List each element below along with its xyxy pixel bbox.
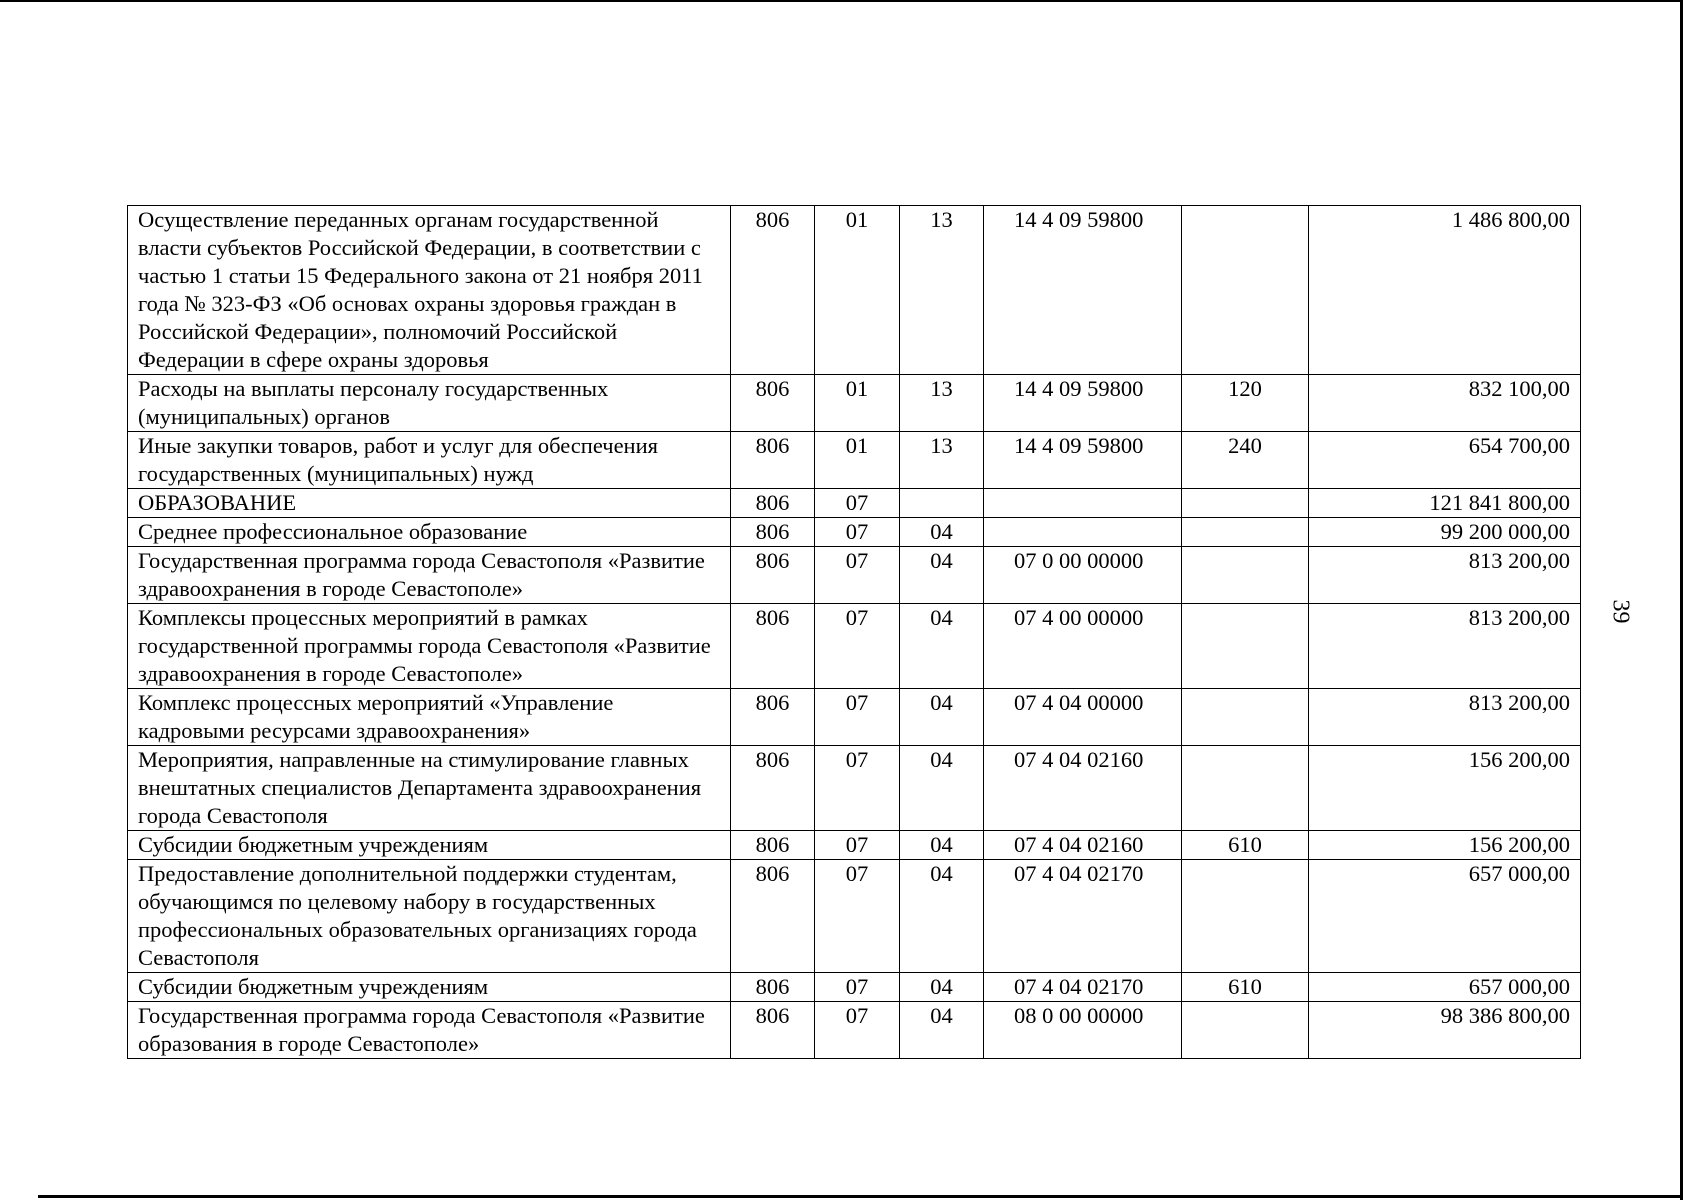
- page-number: 39: [1607, 599, 1634, 624]
- row-ved: 806: [731, 604, 815, 689]
- row-name: ОБРАЗОВАНИЕ: [128, 489, 731, 518]
- row-ved: 806: [731, 375, 815, 432]
- page-border-top: [0, 0, 1683, 2]
- row-vr: 610: [1182, 973, 1309, 1002]
- table-row: [128, 375, 1581, 432]
- table-row: [128, 689, 1581, 746]
- row-sum: 813 200,00: [1309, 689, 1581, 746]
- table-row: [128, 547, 1581, 604]
- row-vr: [1182, 1002, 1309, 1059]
- row-sum: 657 000,00: [1309, 860, 1581, 973]
- row-sum: 813 200,00: [1309, 604, 1581, 689]
- budget-table-body: [128, 206, 1581, 1059]
- row-ved: 806: [731, 860, 815, 973]
- row-ved: 806: [731, 1002, 815, 1059]
- row-name: Государственная программа города Севастополя «Развитие здравоохранения в городе Севастополе»: [128, 547, 731, 604]
- row-name: Иные закупки товаров, работ и услуг для обеспечения государственных (муниципальных) нужд: [128, 432, 731, 489]
- row-name: Субсидии бюджетным учреждениям: [128, 831, 731, 860]
- budget-table: [127, 205, 1581, 1059]
- row-sum: 121 841 800,00: [1309, 489, 1581, 518]
- row-ved: 806: [731, 518, 815, 547]
- row-name: Расходы на выплаты персоналу государственных (муниципальных) органов: [128, 375, 731, 432]
- row-sum: 98 386 800,00: [1309, 1002, 1581, 1059]
- row-pr: 04: [900, 604, 984, 689]
- row-rz: 01: [815, 206, 900, 375]
- row-rz: 07: [815, 746, 900, 831]
- row-sum: 654 700,00: [1309, 432, 1581, 489]
- row-pr: 04: [900, 689, 984, 746]
- row-csr: 14 4 09 59800: [984, 375, 1182, 432]
- row-sum: 657 000,00: [1309, 973, 1581, 1002]
- row-ved: 806: [731, 831, 815, 860]
- row-csr: 07 4 04 00000: [984, 689, 1182, 746]
- table-row: [128, 604, 1581, 689]
- row-pr: 13: [900, 206, 984, 375]
- row-ved: 806: [731, 973, 815, 1002]
- row-pr: 04: [900, 746, 984, 831]
- row-vr: 120: [1182, 375, 1309, 432]
- row-csr: 07 4 00 00000: [984, 604, 1182, 689]
- row-name: Комплексы процессных мероприятий в рамках государственной программы города Севастополя «Развитие здравоохранения в городе Севастополе»: [128, 604, 731, 689]
- row-vr: 610: [1182, 831, 1309, 860]
- row-sum: 99 200 000,00: [1309, 518, 1581, 547]
- row-sum: 1 486 800,00: [1309, 206, 1581, 375]
- row-vr: [1182, 860, 1309, 973]
- row-vr: [1182, 746, 1309, 831]
- row-rz: 07: [815, 604, 900, 689]
- row-name: Предоставление дополнительной поддержки студентам, обучающимся по целевому набору в государственных профессиональных образовательных организациях города Севастополя: [128, 860, 731, 973]
- row-pr: [900, 489, 984, 518]
- row-rz: 07: [815, 831, 900, 860]
- row-pr: 13: [900, 432, 984, 489]
- table-row: [128, 206, 1581, 375]
- row-csr: 07 4 04 02160: [984, 831, 1182, 860]
- table-row: [128, 1002, 1581, 1059]
- table-row: [128, 746, 1581, 831]
- row-name: Комплекс процессных мероприятий «Управление кадровыми ресурсами здравоохранения»: [128, 689, 731, 746]
- row-name: Осуществление переданных органам государственной власти субъектов Российской Федерации, в соответствии с частью 1 статьи 15 Федерального закона от 21 ноября 2011 года № 323-ФЗ «Об основах охраны здоровья граждан в Российской Федерации», полномочий Российской Федерации в сфере охраны здоровья: [128, 206, 731, 375]
- row-ved: 806: [731, 547, 815, 604]
- row-csr: [984, 518, 1182, 547]
- row-sum: 156 200,00: [1309, 831, 1581, 860]
- row-vr: [1182, 518, 1309, 547]
- row-name: Государственная программа города Севастополя «Развитие образования в городе Севастополе»: [128, 1002, 731, 1059]
- row-csr: 14 4 09 59800: [984, 206, 1182, 375]
- row-vr: [1182, 206, 1309, 375]
- row-pr: 04: [900, 973, 984, 1002]
- row-rz: 01: [815, 375, 900, 432]
- row-sum: 832 100,00: [1309, 375, 1581, 432]
- table-row: [128, 432, 1581, 489]
- row-rz: 01: [815, 432, 900, 489]
- row-csr: 14 4 09 59800: [984, 432, 1182, 489]
- row-vr: [1182, 604, 1309, 689]
- row-sum: 813 200,00: [1309, 547, 1581, 604]
- row-csr: 07 0 00 00000: [984, 547, 1182, 604]
- table-row: [128, 489, 1581, 518]
- row-rz: 07: [815, 489, 900, 518]
- table-row: [128, 831, 1581, 860]
- row-vr: [1182, 689, 1309, 746]
- row-pr: 13: [900, 375, 984, 432]
- row-rz: 07: [815, 547, 900, 604]
- row-rz: 07: [815, 1002, 900, 1059]
- table-row: [128, 973, 1581, 1002]
- table-row: [128, 860, 1581, 973]
- row-ved: 806: [731, 489, 815, 518]
- row-rz: 07: [815, 860, 900, 973]
- row-csr: 07 4 04 02160: [984, 746, 1182, 831]
- row-name: Субсидии бюджетным учреждениям: [128, 973, 731, 1002]
- row-rz: 07: [815, 518, 900, 547]
- row-pr: 04: [900, 860, 984, 973]
- row-rz: 07: [815, 689, 900, 746]
- page-border-bottom: [38, 1195, 1683, 1198]
- row-vr: 240: [1182, 432, 1309, 489]
- row-csr: 07 4 04 02170: [984, 973, 1182, 1002]
- row-name: Мероприятия, направленные на стимулирование главных внештатных специалистов Департамента здравоохранения города Севастополя: [128, 746, 731, 831]
- row-ved: 806: [731, 689, 815, 746]
- row-pr: 04: [900, 518, 984, 547]
- row-csr: 08 0 00 00000: [984, 1002, 1182, 1059]
- row-ved: 806: [731, 206, 815, 375]
- row-pr: 04: [900, 547, 984, 604]
- row-name: Среднее профессиональное образование: [128, 518, 731, 547]
- row-csr: 07 4 04 02170: [984, 860, 1182, 973]
- table-row: [128, 518, 1581, 547]
- row-ved: 806: [731, 746, 815, 831]
- row-pr: 04: [900, 1002, 984, 1059]
- row-rz: 07: [815, 973, 900, 1002]
- row-ved: 806: [731, 432, 815, 489]
- row-vr: [1182, 489, 1309, 518]
- row-csr: [984, 489, 1182, 518]
- row-sum: 156 200,00: [1309, 746, 1581, 831]
- row-pr: 04: [900, 831, 984, 860]
- row-vr: [1182, 547, 1309, 604]
